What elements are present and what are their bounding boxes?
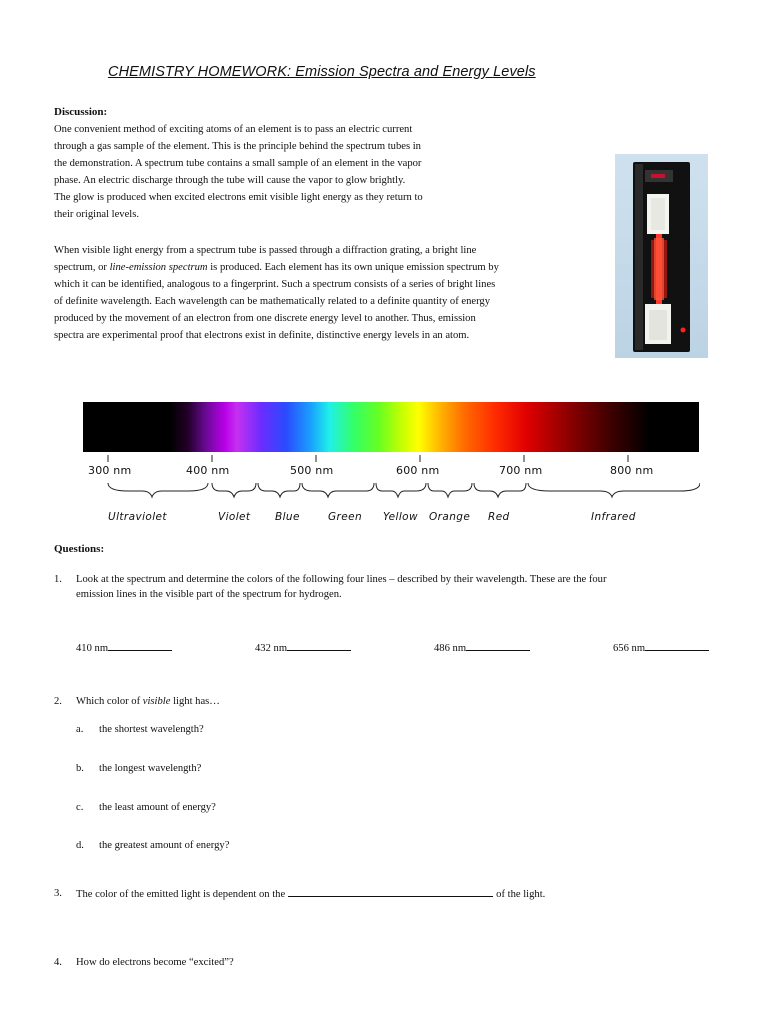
text-line: The glow is produced when excited electrons emit visible light energy as they return to — [54, 192, 423, 203]
text-line: spectrum, or line-emission spectrum is produced. Each element has its own unique emission spectrum by — [54, 262, 499, 273]
discussion-paragraph-2 — [54, 242, 499, 344]
tick-label-600: 600 nm — [396, 464, 440, 477]
emphasis-visible: visible — [142, 696, 171, 707]
spectrum-scale — [80, 455, 700, 535]
answer-blank[interactable] — [108, 640, 172, 651]
answer-blank[interactable] — [287, 640, 351, 651]
region-red: Red — [488, 511, 510, 523]
question-text: How do electrons become “excited”? — [76, 957, 234, 968]
question-text: The color of the emitted light is dependent on the of the light. — [76, 886, 545, 902]
questions-heading: Questions: — [54, 543, 105, 555]
tick-label-300: 300 nm — [88, 464, 132, 477]
text-line: which it can be identified, analogous to a fingerprint. Such a spectrum consists of a series of bright lines — [54, 279, 496, 290]
region-orange: Orange — [429, 511, 471, 523]
discussion-heading: Discussion: — [54, 106, 108, 118]
region-ultraviolet: Ultraviolet — [108, 511, 167, 523]
answer-blank[interactable] — [645, 640, 709, 651]
spectrum-tube-illustration — [615, 154, 708, 358]
question-number: 4. — [54, 957, 62, 968]
text-line: phase. An electric discharge through the tube will cause the vapor to glow brightly. — [54, 175, 406, 186]
answer-blank[interactable] — [288, 886, 493, 897]
tick-label-500: 500 nm — [290, 464, 334, 477]
text-line: One convenient method of exciting atoms of an element is to pass an electric current — [54, 124, 413, 135]
answer-410nm[interactable]: 410 nm — [76, 640, 172, 654]
tick-label-700: 700 nm — [499, 464, 543, 477]
page-title: CHEMISTRY HOMEWORK: Emission Spectra and Energy Levels — [108, 64, 536, 80]
question-number: 1. — [54, 574, 62, 585]
question-text: Look at the spectrum and determine the colors of the following four lines – described by their wavelength. These are the four — [76, 574, 607, 585]
region-yellow: Yellow — [383, 511, 418, 523]
tick-label-800: 800 nm — [610, 464, 654, 477]
text-line: through a gas sample of the element. This is the principle behind the spectrum tubes in — [54, 141, 421, 152]
region-green: Green — [328, 511, 363, 523]
region-blue: Blue — [275, 511, 300, 523]
region-violet: Violet — [218, 511, 251, 523]
text-line: When visible light energy from a spectrum tube is passed through a diffraction grating, a bright line — [54, 245, 477, 256]
spectrum-tube-photo — [615, 154, 708, 358]
text-line: their original levels. — [54, 209, 140, 220]
spectrum-gradient-bar — [83, 402, 699, 452]
answer-656nm[interactable]: 656 nm — [613, 640, 709, 654]
tick-label-400: 400 nm — [186, 464, 230, 477]
question-number: 2. — [54, 696, 62, 707]
term-line-emission-spectrum: line-emission spectrum — [109, 262, 208, 273]
discussion-paragraph-1 — [54, 121, 423, 223]
text-line: of definite wavelength. Each wavelength can be mathematically related to a definite quantity of energy — [54, 296, 491, 307]
spectrum-scale-marks — [80, 455, 700, 535]
text-line: the demonstration. A spectrum tube contains a small sample of an element in the vapor — [54, 158, 422, 169]
text-line: produced by the movement of an electron from one discrete energy level to another. Thus, emission — [54, 313, 476, 324]
answer-blank[interactable] — [466, 640, 530, 651]
visible-spectrum — [83, 402, 699, 452]
text-line: spectra are experimental proof that electrons exist in definite, distinctive energy levels in an atom. — [54, 330, 470, 341]
question-text: Which color of visible light has… — [76, 696, 220, 707]
region-infrared: Infrared — [591, 511, 636, 523]
question-text: emission lines in the visible part of the spectrum for hydrogen. — [76, 589, 342, 600]
answer-486nm[interactable]: 486 nm — [434, 640, 530, 654]
answer-432nm[interactable]: 432 nm — [255, 640, 351, 654]
question-number: 3. — [54, 888, 62, 899]
